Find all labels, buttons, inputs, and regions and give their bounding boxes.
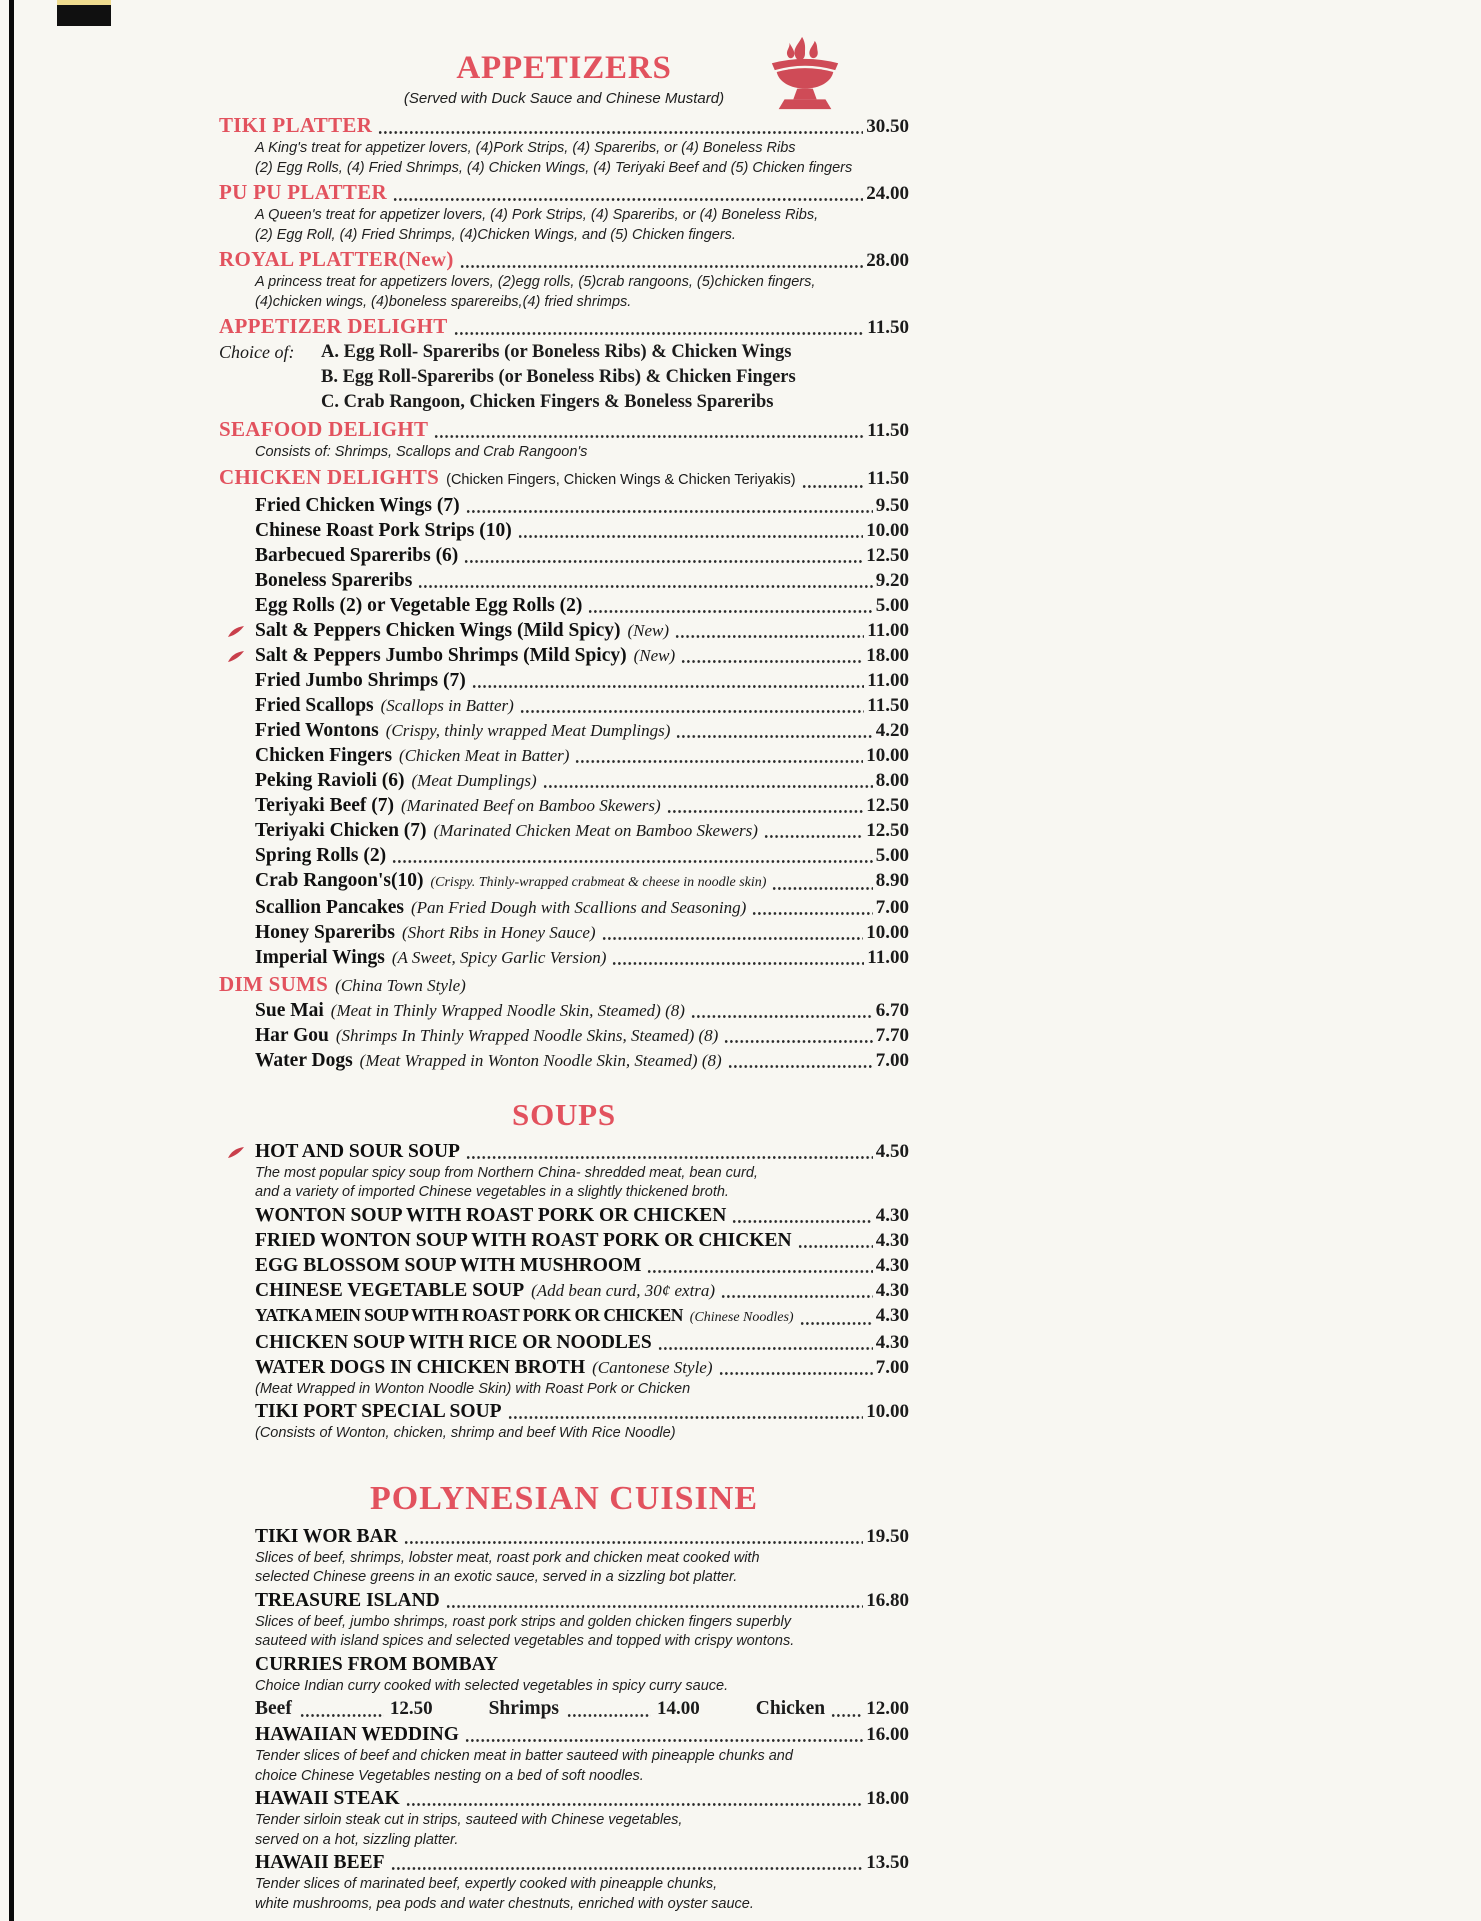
item-name: TREASURE ISLAND xyxy=(255,1589,440,1611)
item-name: DIM SUMS xyxy=(219,971,329,996)
item-price: 24.00 xyxy=(866,183,909,204)
item-note: (Meat Dumplings) xyxy=(411,770,537,790)
item-note: (Meat Wrapped in Wonton Noodle Skin, Steamed) (8) xyxy=(359,1050,722,1070)
item-name: Scallion Pancakes xyxy=(255,896,404,918)
menu-item xyxy=(255,895,909,920)
item-name: Salt & Peppers Chicken Wings (Mild Spicy) xyxy=(255,619,621,641)
price-option-price: 14.00 xyxy=(657,1698,700,1719)
item-note: (Pan Fried Dough with Scallions and Seasoning) xyxy=(410,897,747,917)
menu-item xyxy=(219,465,909,493)
item-description: and a variety of imported Chinese vegetables in a slightly thickened broth. xyxy=(255,1184,729,1200)
item-note: (Meat in Thinly Wrapped Noodle Skin, Steamed) (8) xyxy=(330,1000,685,1020)
item-price: 11.50 xyxy=(867,694,909,716)
item-name: HAWAIIAN WEDDING xyxy=(255,1724,459,1745)
menu-item xyxy=(255,493,909,518)
menu-item xyxy=(255,1850,909,1875)
item-price: 18.00 xyxy=(866,1788,909,1809)
section-header-polynesian xyxy=(219,1480,909,1518)
choices-block xyxy=(219,340,909,415)
dotted-leader xyxy=(446,1604,863,1609)
item-price: 30.50 xyxy=(866,116,909,137)
item-name: Barbecued Spareribs (6) xyxy=(255,544,459,566)
item-name: TIKI PORT SPECIAL SOUP xyxy=(255,1401,502,1422)
item-note: (Chicken Meat in Batter) xyxy=(399,745,570,765)
dotted-leader xyxy=(466,1155,873,1160)
item-price: 11.00 xyxy=(867,619,909,641)
item-price: 19.50 xyxy=(866,1525,909,1547)
menu-item xyxy=(255,1253,909,1278)
dotted-leader xyxy=(391,1866,864,1871)
item-price: 11.00 xyxy=(867,669,909,691)
item-description: (4)chicken wings, (4)boneless sparereibs,(4) fried shrimps. xyxy=(255,293,632,310)
item-name: Fried Wontons xyxy=(255,719,379,741)
item-description: Choice Indian curry cooked with selected vegetables in spicy curry sauce. xyxy=(255,1677,729,1694)
menu-item xyxy=(255,618,909,643)
dotted-leader xyxy=(800,1321,873,1326)
dotted-leader xyxy=(658,1346,873,1351)
section-header-soups xyxy=(219,1097,909,1133)
menu-item xyxy=(255,1139,909,1164)
dotted-leader xyxy=(732,1219,872,1224)
menu-item xyxy=(255,1722,909,1747)
item-description: Tender sirloin steak cut in strips, sauteed with Chinese vegetables, xyxy=(255,1812,683,1828)
item-note: (China Town Style) xyxy=(335,975,466,995)
item-note: (Crispy. Thinly-wrapped crabmeat & cheese in noodle skin) xyxy=(430,874,767,890)
item-name: TIKI PLATTER xyxy=(219,113,373,137)
dotted-leader xyxy=(719,1371,873,1376)
item-price: 7.00 xyxy=(875,896,909,918)
section-title: POLYNESIAN CUISINE xyxy=(369,1479,758,1517)
dotted-leader xyxy=(464,559,863,564)
menu-item xyxy=(255,1588,909,1613)
item-note: (Marinated Beef on Bamboo Skewers) xyxy=(401,795,661,815)
item-description: Tender slices of marinated beef, expertly cooked with pineapple chunks, xyxy=(255,1876,718,1892)
dotted-leader xyxy=(647,1269,872,1274)
item-price: 4.30 xyxy=(875,1304,909,1326)
item-price: 4.30 xyxy=(875,1331,909,1353)
item-price: 16.80 xyxy=(866,1589,909,1611)
item-name: TIKI WOR BAR xyxy=(255,1525,398,1547)
item-price: 18.00 xyxy=(866,644,909,666)
item-description: selected Chinese greens in an exotic sauce, served in a sizzling bot platter. xyxy=(255,1569,738,1585)
menu-item xyxy=(255,1786,909,1811)
menu-item xyxy=(219,972,909,998)
item-price: 9.50 xyxy=(875,494,909,516)
item-name: Chinese Roast Pork Strips (10) xyxy=(255,519,512,541)
multi-price-row xyxy=(255,1696,909,1722)
dotted-leader xyxy=(721,1294,873,1299)
item-price: 9.20 xyxy=(875,569,909,591)
item-price: 16.00 xyxy=(866,1724,909,1745)
menu-item xyxy=(255,743,909,768)
item-price: 10.00 xyxy=(866,1401,909,1422)
menu-item xyxy=(255,718,909,743)
menu-item xyxy=(255,568,909,593)
section-polynesian xyxy=(219,1480,909,1915)
item-description: A Queen's treat for appetizer lovers, (4) Pork Strips, (4) Spareribs, or (4) Boneless Ribs, xyxy=(255,207,819,223)
menu-item xyxy=(255,518,909,543)
menu-item xyxy=(255,945,909,970)
item-description: sauteed with island spices and selected vegetables and topped with crispy wontons. xyxy=(255,1633,795,1649)
item-name: Teriyaki Chicken (7) xyxy=(255,819,427,841)
item-description: Slices of beef, jumbo shrimps, roast pork strips and golden chicken fingers superbly xyxy=(255,1613,791,1630)
item-description: A princess treat for appetizers lovers, (2)egg rolls, (5)crab rangoons, (5)chicken fingers, xyxy=(255,274,816,290)
item-note: (Crispy, thinly wrapped Meat Dumplings) xyxy=(385,720,671,740)
menu-item xyxy=(255,1023,909,1048)
dotted-leader xyxy=(612,961,864,966)
item-name: CURRIES FROM BOMBAY xyxy=(255,1653,499,1675)
dotted-leader xyxy=(831,1713,863,1718)
menu-item xyxy=(255,920,909,945)
item-price: 4.30 xyxy=(875,1254,909,1276)
item-note: (Short Ribs in Honey Sauce) xyxy=(401,922,596,942)
item-name: HOT AND SOUR SOUP xyxy=(255,1140,460,1162)
item-name: CHICKEN SOUP WITH RICE OR NOODLES xyxy=(255,1331,652,1353)
menu-item xyxy=(255,1203,909,1228)
item-price: 7.00 xyxy=(875,1356,909,1378)
item-price: 6.70 xyxy=(875,999,909,1021)
item-price: 11.50 xyxy=(867,317,909,338)
item-name: Sue Mai xyxy=(255,999,324,1021)
item-note: (A Sweet, Spicy Garlic Version) xyxy=(391,947,607,967)
item-name: Honey Spareribs xyxy=(255,921,395,943)
item-name: Boneless Spareribs xyxy=(255,569,413,591)
dotted-leader xyxy=(724,1039,872,1044)
item-price: 4.30 xyxy=(875,1204,909,1226)
menu-item xyxy=(255,593,909,618)
menu-item xyxy=(255,1399,909,1424)
menu-item xyxy=(219,247,909,273)
item-name: Fried Jumbo Shrimps (7) xyxy=(255,669,466,691)
item-name: APPETIZER DELIGHT xyxy=(219,314,448,338)
item-price: 4.20 xyxy=(875,719,909,741)
price-option-label: Chicken xyxy=(755,1698,826,1719)
item-price: 4.30 xyxy=(875,1229,909,1251)
item-name: PU PU PLATTER xyxy=(219,180,388,204)
item-name: Peking Ravioli (6) xyxy=(255,769,405,791)
item-name: Fried Scallops xyxy=(255,694,374,716)
dotted-leader xyxy=(518,534,864,539)
dotted-leader xyxy=(465,1738,863,1743)
item-description: served on a hot, sizzling platter. xyxy=(255,1831,459,1848)
menu-item xyxy=(255,843,909,868)
dotted-leader xyxy=(567,1713,651,1718)
dotted-leader xyxy=(798,1244,873,1249)
item-description: white mushrooms, pea pods and water chestnuts, enriched with oyster sauce. xyxy=(255,1895,754,1912)
item-name: CHINESE VEGETABLE SOUP xyxy=(255,1279,525,1301)
item-name: Har Gou xyxy=(255,1024,329,1046)
item-price: 12.50 xyxy=(866,819,909,841)
menu-item xyxy=(255,1330,909,1355)
item-name: Spring Rolls (2) xyxy=(255,844,387,866)
menu-item xyxy=(255,668,909,693)
item-price: 5.00 xyxy=(875,594,909,616)
item-description: Consists of: Shrimps, Scallops and Crab Rangoon's xyxy=(255,444,588,460)
dotted-leader xyxy=(300,1713,384,1718)
menu-item xyxy=(255,643,909,668)
item-price: 12.50 xyxy=(866,794,909,816)
item-name: WATER DOGS IN CHICKEN BROTH xyxy=(255,1356,586,1378)
dotted-leader xyxy=(520,709,865,714)
dotted-leader xyxy=(543,784,873,789)
item-description: choice Chinese Vegetables nesting on a bed of soft noodles. xyxy=(255,1767,644,1784)
section-title: APPETIZERS xyxy=(456,50,672,86)
dotted-leader xyxy=(588,609,872,614)
item-name: WONTON SOUP WITH ROAST PORK OR CHICKEN xyxy=(255,1204,727,1226)
menu-item xyxy=(219,417,909,443)
menu-item xyxy=(255,868,909,895)
item-note: (Chicken Fingers, Chicken Wings & Chicken Teriyakis) xyxy=(446,471,796,488)
item-description: (Consists of Wonton, chicken, shrimp and beef With Rice Noodle) xyxy=(255,1425,676,1441)
dotted-leader xyxy=(378,130,863,135)
dotted-leader xyxy=(675,634,864,639)
menu-item xyxy=(255,1278,909,1303)
item-name: Water Dogs xyxy=(255,1049,353,1071)
dotted-leader xyxy=(392,859,873,864)
item-name: Teriyaki Beef (7) xyxy=(255,794,395,816)
item-price: 8.00 xyxy=(875,769,909,791)
item-name: Egg Rolls (2) or Vegetable Egg Rolls (2) xyxy=(255,594,583,616)
section-soups xyxy=(219,1097,909,1444)
item-name: EGG BLOSSOM SOUP WITH MUSHROOM xyxy=(255,1254,642,1276)
item-note: (Shrimps In Thinly Wrapped Noodle Skins, Steamed) (8) xyxy=(335,1025,719,1045)
item-price: 28.00 xyxy=(866,250,909,271)
dotted-leader xyxy=(472,684,865,689)
choice-option: C. Crab Rangoon, Chicken Fingers & Boneless Spareribs xyxy=(321,392,774,412)
item-price: 11.50 xyxy=(867,467,909,489)
dotted-leader xyxy=(676,734,872,739)
choices-label: Choice of: xyxy=(219,342,295,362)
item-name: HAWAII BEEF xyxy=(255,1852,385,1873)
choice-option: A. Egg Roll- Spareribs (or Boneless Ribs) & Chicken Wings xyxy=(321,342,792,362)
menu-item xyxy=(219,180,909,206)
item-price: 10.00 xyxy=(866,519,909,541)
item-note: (Chinese Noodles) xyxy=(689,1309,794,1325)
item-name: SEAFOOD DELIGHT xyxy=(219,417,429,441)
item-price: 4.50 xyxy=(875,1140,909,1162)
item-note: (Marinated Chicken Meat on Bamboo Skewers) xyxy=(433,820,758,840)
item-name: Fried Chicken Wings (7) xyxy=(255,494,460,516)
dotted-leader xyxy=(404,1540,864,1545)
item-description: A King's treat for appetizer lovers, (4)Pork Strips, (4) Spareribs, or (4) Boneless Ribs xyxy=(255,140,796,156)
item-note: (New) xyxy=(633,645,676,665)
menu-item xyxy=(255,543,909,568)
dotted-leader xyxy=(575,759,863,764)
choice-option: B. Egg Roll-Spareribs (or Boneless Ribs) & Chicken Fingers xyxy=(321,367,796,387)
item-note: (Cantonese Style) xyxy=(592,1357,713,1377)
dotted-leader xyxy=(508,1415,864,1420)
price-option-label: Beef xyxy=(255,1698,292,1719)
item-price: 5.00 xyxy=(875,844,909,866)
flaming-pupu-platter-logo xyxy=(756,34,854,112)
scan-artifact-corner-mark xyxy=(57,5,111,26)
dotted-leader xyxy=(460,264,864,269)
item-price: 10.00 xyxy=(866,744,909,766)
chili-icon xyxy=(227,650,245,663)
dotted-leader xyxy=(602,936,864,941)
item-price: 7.00 xyxy=(875,1049,909,1071)
item-note: (Add bean curd, 30¢ extra) xyxy=(531,1280,716,1300)
scan-artifact-edge-line xyxy=(9,0,14,1921)
section-header-appetizers xyxy=(219,50,909,87)
dotted-leader xyxy=(406,1802,864,1807)
item-price: 4.30 xyxy=(875,1279,909,1301)
section-subtitle: (Served with Duck Sauce and Chinese Mustard) xyxy=(403,90,725,107)
item-name: Salt & Peppers Jumbo Shrimps (Mild Spicy) xyxy=(255,644,627,666)
dotted-leader xyxy=(667,809,864,814)
item-description: (Meat Wrapped in Wonton Noodle Skin) with Roast Pork or Chicken xyxy=(255,1380,691,1397)
dotted-leader xyxy=(764,834,863,839)
menu-item xyxy=(255,1355,909,1380)
dotted-leader xyxy=(681,659,863,664)
menu-item xyxy=(219,113,909,139)
menu-item xyxy=(255,818,909,843)
item-name: CHICKEN DELIGHTS xyxy=(219,464,440,489)
dotted-leader xyxy=(802,484,865,489)
item-name: YATKA MEIN SOUP WITH ROAST PORK OR CHICKEN xyxy=(255,1304,683,1325)
menu-item xyxy=(255,768,909,793)
item-description: The most popular spicy soup from Northern China- shredded meat, bean curd, xyxy=(255,1164,758,1181)
menu-item xyxy=(255,1228,909,1253)
price-option-label: Shrimps xyxy=(488,1698,560,1719)
price-option-price: 12.00 xyxy=(866,1698,909,1719)
choices-options xyxy=(321,340,796,415)
item-price: 11.50 xyxy=(867,420,909,441)
item-note: (Scallops in Batter) xyxy=(380,695,514,715)
item-name: HAWAII STEAK xyxy=(255,1788,400,1809)
dotted-leader xyxy=(466,509,873,514)
dotted-leader xyxy=(772,886,872,891)
section-title: SOUPS xyxy=(512,1096,616,1132)
item-price: 11.00 xyxy=(867,946,909,968)
dotted-leader xyxy=(728,1064,873,1069)
menu-item xyxy=(255,1048,909,1073)
menu-item xyxy=(255,793,909,818)
item-description: (2) Egg Roll, (4) Fried Shrimps, (4)Chicken Wings, and (5) Chicken fingers. xyxy=(255,226,736,243)
price-option-price: 12.50 xyxy=(389,1698,433,1719)
menu-item xyxy=(255,1652,909,1677)
item-name: FRIED WONTON SOUP WITH ROAST PORK OR CHICKEN xyxy=(255,1229,792,1251)
item-price: 7.70 xyxy=(875,1024,909,1046)
dotted-leader xyxy=(418,584,872,589)
menu-item xyxy=(255,1524,909,1549)
item-price: 13.50 xyxy=(866,1852,909,1873)
menu-item xyxy=(255,693,909,718)
dotted-leader xyxy=(454,331,865,336)
menu-content xyxy=(219,50,909,1914)
item-description: Slices of beef, shrimps, lobster meat, roast pork and chicken meat cooked with xyxy=(255,1549,760,1566)
item-note: (New) xyxy=(627,620,670,640)
item-description: (2) Egg Rolls, (4) Fried Shrimps, (4) Chicken Wings, (4) Teriyaki Beef and (5) Chicken fingers xyxy=(255,159,853,176)
menu-item xyxy=(255,998,909,1023)
dotted-leader xyxy=(393,197,863,202)
item-name: ROYAL PLATTER(New) xyxy=(219,247,454,271)
item-name: Crab Rangoon's(10) xyxy=(255,869,424,891)
item-price: 10.00 xyxy=(866,921,909,943)
dotted-leader xyxy=(691,1014,873,1019)
item-price: 8.90 xyxy=(875,869,909,891)
menu-item xyxy=(255,1303,909,1330)
menu-item xyxy=(219,314,909,340)
item-price: 12.50 xyxy=(866,544,909,566)
item-name: Imperial Wings xyxy=(255,946,385,968)
chili-icon xyxy=(227,625,245,638)
item-description: Tender slices of beef and chicken meat in batter sauteed with pineapple chunks and xyxy=(255,1748,793,1764)
dotted-leader xyxy=(752,911,873,916)
chili-icon xyxy=(227,1146,245,1159)
section-appetizers xyxy=(219,50,909,1073)
dotted-leader xyxy=(434,434,864,439)
item-name: Chicken Fingers xyxy=(255,744,393,766)
